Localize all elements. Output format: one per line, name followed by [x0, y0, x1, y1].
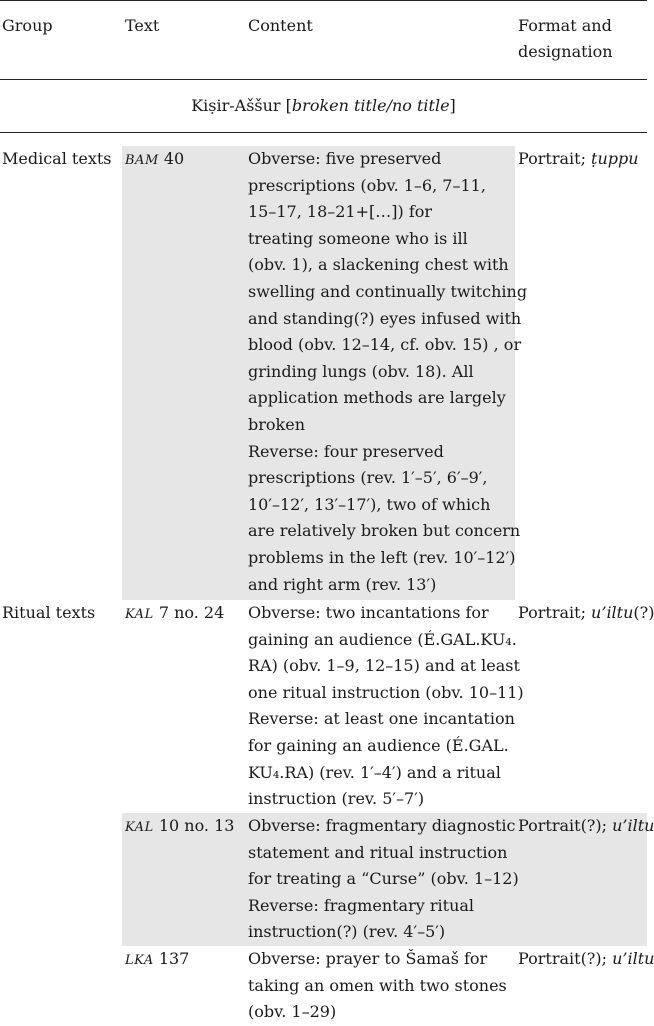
row-3-format-plain: Portrait(?);	[518, 816, 613, 835]
row-2-format	[518, 600, 654, 627]
row-2-format-italic: u’iltu	[591, 603, 634, 622]
row-4-format-italic: u’iltu	[612, 949, 654, 968]
row-2-text	[125, 600, 224, 629]
row-4-siglum: LKA	[125, 953, 154, 968]
content-line: Obverse: fragmentary diagnostic	[248, 816, 516, 835]
row-1-number: 40	[163, 149, 185, 168]
content-line: prescriptions (obv. 1–6, 7–11,	[248, 175, 486, 195]
content-line: 10′–12′, 13′–17′), two of which	[248, 494, 491, 514]
content-line: for treating a “Curse” (obv. 1–12)	[248, 869, 519, 889]
table-top-rule	[0, 0, 647, 1]
content-line: application methods are largely	[248, 388, 506, 408]
row-4-text	[125, 946, 189, 975]
section-bottom-rule	[0, 132, 647, 133]
row-3-text	[125, 813, 234, 842]
row-1-format	[518, 146, 639, 173]
content-line: instruction (rev. 5′–7′)	[248, 789, 425, 809]
content-line: and right arm (rev. 13′)	[248, 574, 437, 594]
row-2-number: 7 no. 24	[158, 603, 225, 622]
row-2-format-plain: Portrait;	[518, 603, 592, 622]
content-line: swelling and continually twitching	[248, 281, 528, 301]
section-title	[0, 93, 647, 119]
content-line: grinding lungs (obv. 18). All	[248, 361, 474, 381]
row-3-format	[518, 813, 654, 840]
content-line: taking an omen with two stones	[248, 975, 507, 995]
content-line: Reverse: at least one incantation	[248, 709, 515, 729]
row-1-text	[125, 146, 184, 175]
content-line: are relatively broken but concern	[248, 521, 521, 541]
header-format-line1: Format and	[518, 16, 612, 35]
content-line: Obverse: five preserved	[248, 149, 442, 168]
content-line: prescriptions (rev. 1′–5′, 6′–9′,	[248, 468, 488, 488]
section-title-note: broken title/no title	[291, 96, 450, 115]
row-1-siglum: BAM	[125, 153, 159, 168]
header-group: Group	[2, 16, 53, 35]
row-3-content	[248, 813, 519, 946]
content-line: Obverse: prayer to Šamaš for	[248, 949, 488, 968]
content-line: (obv. 1–29)	[248, 1002, 337, 1022]
content-line: instruction(?) (rev. 4′–5′)	[248, 922, 446, 942]
row-4-number: 137	[158, 949, 190, 968]
content-line: problems in the left (rev. 10′–12′)	[248, 547, 516, 567]
header-format	[518, 13, 613, 65]
content-line: (obv. 1), a slackening chest with	[248, 255, 509, 275]
row-2-siglum: KAL	[125, 607, 154, 622]
row-1-format-plain: Portrait;	[518, 149, 592, 168]
row-4-format-plain: Portrait(?);	[518, 949, 613, 968]
content-line: one ritual instruction (obv. 10–11)	[248, 682, 524, 702]
row-2-format-suffix: (?)	[633, 603, 654, 622]
row-2-content	[248, 600, 524, 813]
content-line: Reverse: fragmentary ritual	[248, 895, 475, 915]
row-1-content	[248, 146, 527, 598]
content-line: and standing(?) eyes infused with	[248, 308, 522, 328]
row-3-number: 10 no. 13	[158, 816, 235, 835]
content-line: broken	[248, 414, 305, 434]
header-format-line2: designation	[518, 42, 613, 61]
content-line: blood (obv. 12–14, cf. obv. 15) , or	[248, 335, 522, 355]
content-line: treating someone who is ill	[248, 228, 468, 248]
header-content: Content	[248, 16, 313, 35]
row-4-format	[518, 946, 654, 973]
content-line: statement and ritual instruction	[248, 842, 508, 862]
content-line: Obverse: two incantations for	[248, 603, 489, 622]
section-title-name: Kiṣir-Aššur	[191, 96, 281, 115]
row-2-group: Ritual texts	[2, 603, 96, 622]
content-line: RA) (obv. 1–9, 12–15) and at least	[248, 656, 520, 676]
row-3-siglum: KAL	[125, 820, 154, 835]
section-title-bracket-close: ]	[449, 96, 456, 115]
content-line: for gaining an audience (É.GAL.	[248, 735, 509, 755]
content-line: gaining an audience (É.GAL.KU₄.	[248, 629, 517, 649]
row-4-content	[248, 946, 507, 1026]
header-text: Text	[125, 16, 160, 35]
row-1-group: Medical texts	[2, 149, 112, 168]
content-line: 15–17, 18–21+[…]) for	[248, 202, 433, 222]
section-title-bracket-open: [	[285, 96, 292, 115]
content-line: KU₄.RA) (rev. 1′–4′) and a ritual	[248, 762, 501, 782]
row-3-format-italic: u’iltu	[612, 816, 654, 835]
header-bottom-rule	[0, 79, 647, 80]
row-1-format-italic: ṭuppu	[591, 149, 639, 168]
content-line: Reverse: four preserved	[248, 441, 444, 461]
